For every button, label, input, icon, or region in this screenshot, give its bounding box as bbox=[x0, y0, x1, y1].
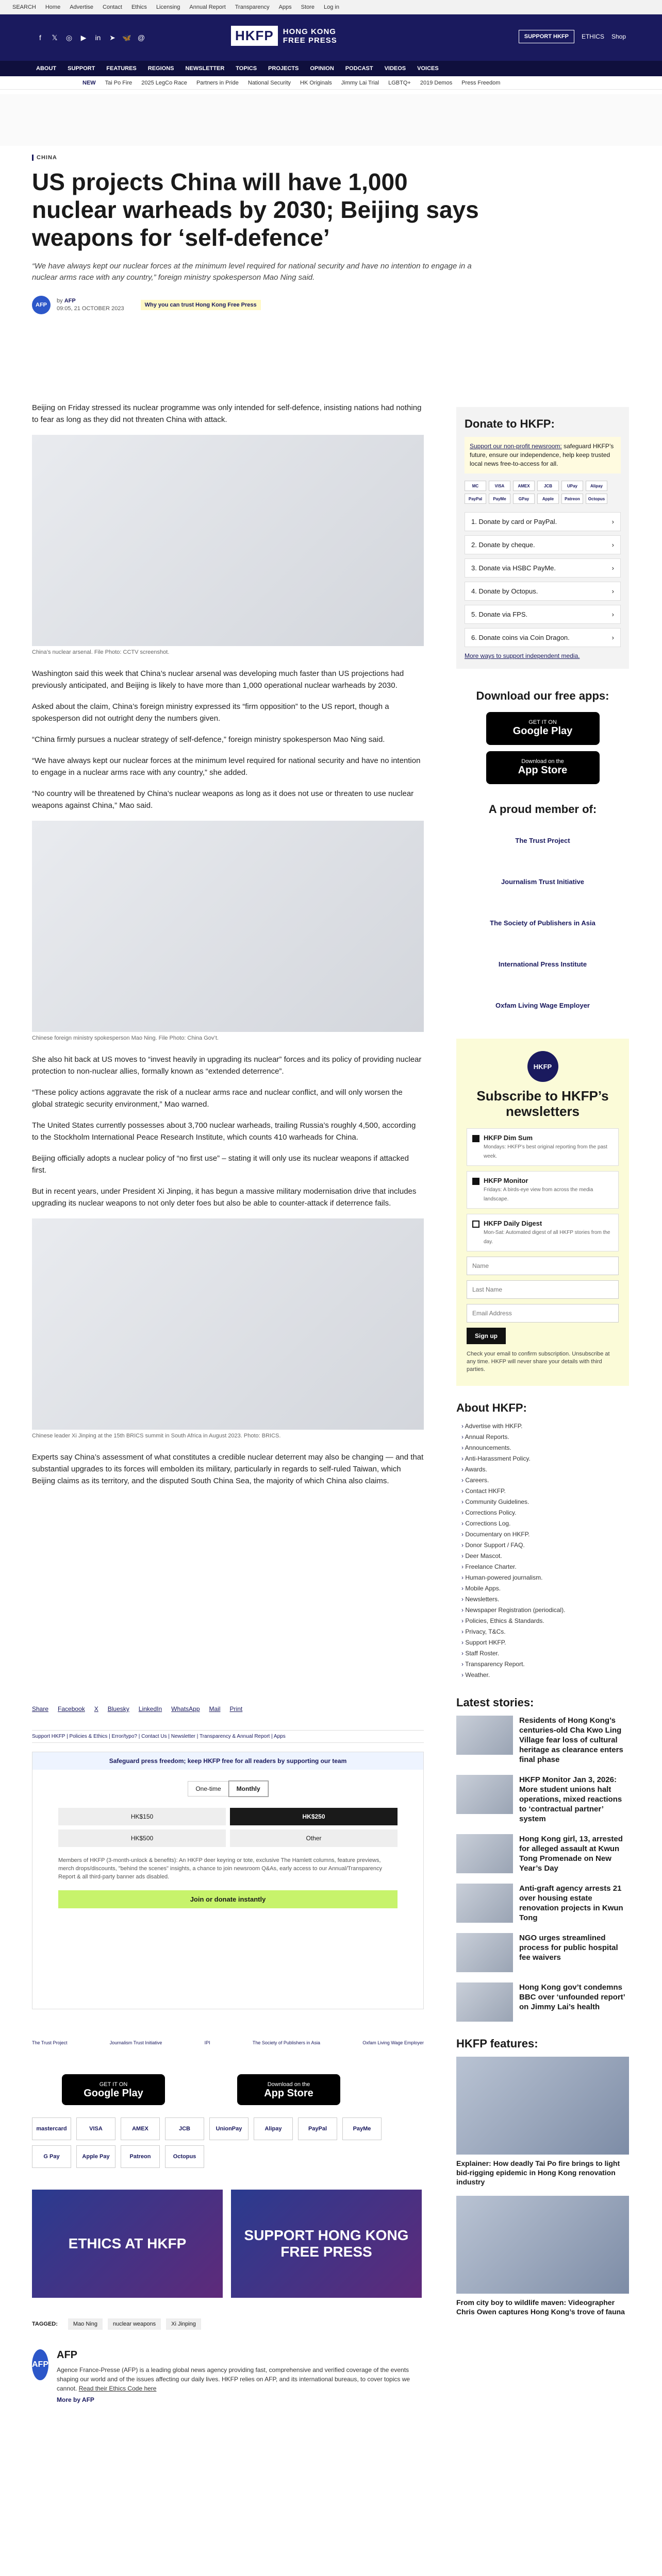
paragraph: Beijing officially adopts a nuclear policy of “no first use” – stating it will only use its nuclear weapons if attacked first. bbox=[32, 1154, 409, 1175]
paragraph: The United States currently possesses about 3,700 nuclear warheads, trailing Russia’s roughly 4,500, according to the Stockholm International Peace Research Institute, which counts 410 warheads for China. bbox=[32, 1121, 416, 1142]
monthly-option[interactable]: Monthly bbox=[229, 1781, 268, 1797]
about-link[interactable]: › Staff Roster. bbox=[461, 1648, 629, 1659]
email-input[interactable] bbox=[467, 1304, 619, 1323]
ethics-link[interactable]: ETHICS bbox=[581, 33, 604, 40]
logo-text: HONG KONG FREE PRESS bbox=[283, 27, 337, 45]
latest-story[interactable] bbox=[456, 1716, 629, 1765]
chevron-right-icon: › bbox=[611, 587, 614, 595]
about-link[interactable]: › Awards. bbox=[461, 1464, 629, 1475]
ethics-banner[interactable]: ETHICS AT HKFP bbox=[32, 2190, 223, 2298]
story-title[interactable]: Anti-graft agency arrests 21 over housing estate renovation projects in Kwun Tong bbox=[519, 1884, 623, 1922]
feature-image[interactable] bbox=[456, 2057, 629, 2155]
author-box-name[interactable]: AFP bbox=[57, 2349, 77, 2361]
logo-mark: HKFP bbox=[231, 26, 278, 46]
name-input[interactable] bbox=[467, 1257, 619, 1275]
paragraph: “These policy actions aggravate the risk of a nuclear arms race and nuclear conflict, and will only worsen the global strategic security environment,” Mao warned. bbox=[32, 1088, 403, 1109]
features-title: HKFP features: bbox=[456, 2037, 538, 2050]
about-link[interactable]: › Transparency Report. bbox=[461, 1659, 629, 1670]
card-logo: MC bbox=[465, 481, 486, 491]
newsletter-widget bbox=[456, 1039, 629, 1386]
card-logo: VISA bbox=[489, 481, 510, 491]
image-caption: Chinese foreign ministry spokesperson Mao Ning. File Photo: China Gov’t. bbox=[32, 1035, 219, 1041]
support-bar[interactable]: Safeguard press freedom; keep HKFP free for all readers by supporting our team bbox=[32, 1752, 423, 1770]
topbar-link[interactable]: Annual Report bbox=[189, 4, 226, 10]
donate-option[interactable] bbox=[465, 582, 621, 601]
topbar-link[interactable]: Log in bbox=[323, 4, 339, 10]
story-title[interactable]: HKFP Monitor Jan 3, 2026: More student unions halt operations, mixed reactions to ‘contractual partner’ system bbox=[519, 1775, 622, 1823]
author-bio: Agence France-Presse (AFP) is a leading global news agency providing fast, comprehensive and verified coverage of the events shaping our world and of the issues affecting our daily lives. HKFP relies on AFP, and its international bureaus, to cover topics we cannot. bbox=[57, 2366, 410, 2392]
share-link[interactable]: LinkedIn bbox=[138, 1705, 162, 1713]
amount-option[interactable]: HK$500 bbox=[58, 1829, 226, 1847]
apps-title: Download our free apps: bbox=[476, 689, 609, 702]
member-benefits: Members of HKFP (3-month-unlock & benefits): An HKFP deer keyring or tote, exclusive The Hamlett columns, feature previews, merch drops/discounts, "behind the scenes" insights, a chance to join newsroom Q&As, early access to our Annual/Transparency Report & all third-party banner ads disabled. bbox=[58, 1857, 383, 1880]
share-link[interactable]: Share bbox=[32, 1705, 49, 1713]
about-link[interactable]: › Corrections Log. bbox=[461, 1518, 629, 1529]
checkbox[interactable] bbox=[472, 1221, 479, 1228]
share-link[interactable]: Print bbox=[229, 1705, 243, 1713]
join-button[interactable]: Join or donate instantly bbox=[58, 1890, 398, 1908]
feature-image[interactable] bbox=[456, 2196, 629, 2294]
nav-item[interactable]: VIDEOS bbox=[384, 65, 406, 72]
member-of bbox=[456, 803, 629, 1023]
byline: AFP by AFP 09:05, 21 OCTOBER 2023 Why you can trust Hong Kong Free Press bbox=[32, 296, 630, 314]
nav-item[interactable]: OPINION bbox=[310, 65, 334, 72]
story-thumbnail[interactable] bbox=[456, 1884, 513, 1923]
shop-link[interactable]: Shop bbox=[611, 33, 626, 40]
chevron-right-icon: › bbox=[611, 564, 614, 572]
support-box bbox=[32, 1752, 424, 2009]
latest-story[interactable] bbox=[456, 1933, 629, 1972]
donate-option[interactable] bbox=[465, 628, 621, 647]
paragraph: Washington said this week that China’s nuclear arsenal was developing much faster than US projections had previously anticipated, and Beijing is likely to have more than 1,000 operational nuclear warheads by 2030. bbox=[32, 669, 404, 690]
paragraph: “We have always kept our nuclear forces at the minimum level required for national security and have no intention to engage in a nuclear arms race with any country,” she added. bbox=[32, 756, 421, 777]
story-thumbnail[interactable] bbox=[456, 1775, 513, 1814]
nav-item[interactable]: ABOUT bbox=[36, 65, 57, 72]
about-link[interactable]: › Human-powered journalism. bbox=[461, 1572, 629, 1583]
donate-option-label: 5. Donate via FPS. bbox=[471, 611, 528, 618]
latest-story[interactable] bbox=[456, 1834, 629, 1873]
about-link[interactable]: › Donor Support / FAQ. bbox=[461, 1540, 629, 1551]
app-store-badge[interactable]: Download on the App Store bbox=[237, 2074, 340, 2105]
latest-story[interactable] bbox=[456, 1884, 629, 1923]
more-ways-link[interactable]: More ways to support independent media. bbox=[465, 652, 580, 659]
trending-link[interactable]: HK Originals bbox=[300, 79, 332, 86]
newsletter-name: HKFP Daily Digest bbox=[484, 1219, 542, 1227]
trust-logo[interactable]: Journalism Trust Initiative bbox=[109, 2040, 162, 2045]
payment-logo: mastercard bbox=[32, 2117, 71, 2140]
chevron-right-icon: › bbox=[611, 518, 614, 526]
donate-option[interactable] bbox=[465, 535, 621, 554]
topbar-link[interactable]: Ethics bbox=[131, 4, 147, 10]
card-logo: GPay bbox=[513, 494, 535, 504]
donate-option-label: 3. Donate via HSBC PayMe. bbox=[471, 564, 556, 572]
paragraph: Beijing on Friday stressed its nuclear programme was only intended for self-defence, insisting nations had nothing to fear as long as they did not threaten China with attack. bbox=[32, 403, 422, 424]
amount-grid bbox=[32, 1808, 423, 1847]
article-subtitle: “We have always kept our nuclear forces at the minimum level required for national security and have no intention to engage in a nuclear arms race with any country,” foreign ministry spokesperson Mao Ning said. bbox=[32, 262, 472, 282]
latest-stories bbox=[456, 1696, 629, 2022]
member-logo[interactable]: The Trust Project bbox=[515, 836, 570, 844]
one-time-option[interactable]: One-time bbox=[188, 1781, 228, 1797]
latest-story[interactable] bbox=[456, 1775, 629, 1824]
author-link[interactable]: AFP bbox=[64, 298, 76, 304]
amount-option[interactable]: Other bbox=[230, 1829, 398, 1847]
card-logo: Patreon bbox=[561, 494, 583, 504]
about-link[interactable]: › Advertise with HKFP. bbox=[461, 1421, 629, 1432]
support-button[interactable]: SUPPORT HKFP bbox=[519, 30, 574, 43]
trending-link[interactable]: 2025 LegCo Race bbox=[141, 79, 187, 86]
about-link[interactable]: › Freelance Charter. bbox=[461, 1562, 629, 1572]
ethics-code-link[interactable]: Read their Ethics Code here bbox=[78, 2385, 157, 2392]
story-thumbnail[interactable] bbox=[456, 1716, 513, 1755]
share-links bbox=[32, 1705, 242, 1713]
member-logo[interactable]: International Press Institute bbox=[498, 960, 587, 968]
trust-logos bbox=[32, 2040, 424, 2045]
newsletter-option[interactable] bbox=[467, 1171, 619, 1209]
donate-pitch: Support our non-profit newsroom: safeguard HKFP’s future, ensure our independence, help keep trusted local news free-to-access for all. bbox=[465, 437, 621, 473]
about-link[interactable]: › Contact HKFP. bbox=[461, 1486, 629, 1497]
social-links bbox=[36, 33, 145, 42]
donate-option-label: 2. Donate by cheque. bbox=[471, 541, 535, 549]
trust-logo[interactable]: IPI bbox=[204, 2040, 210, 2045]
trending-link[interactable]: 2019 Demos bbox=[420, 79, 453, 86]
card-logo: UPay bbox=[561, 481, 583, 491]
top-utility-bar bbox=[0, 0, 662, 14]
card-logo: Apple bbox=[537, 494, 559, 504]
payment-logo: JCB bbox=[165, 2117, 204, 2140]
newsletter-option[interactable] bbox=[467, 1128, 619, 1166]
site-logo[interactable] bbox=[231, 26, 337, 46]
card-logo: AMEX bbox=[513, 481, 535, 491]
newsletter-name: HKFP Dim Sum bbox=[484, 1134, 533, 1142]
paragraph: “China firmly pursues a nuclear strategy of self-defence,” foreign ministry spokesperson Mao Ning said. bbox=[32, 735, 385, 744]
donate-option-label: 4. Donate by Octopus. bbox=[471, 587, 538, 595]
paragraph: Experts say China’s assessment of what constitutes a credible nuclear deterrent may also be changing — and that substantial upgrades to its forces will embolden its military, particularly in regards to self-ruled Taiwan, which Beijing claims as its territory, and the disputed South China Sea, the majority of which China also claims. bbox=[32, 1453, 424, 1485]
about-link[interactable]: › Corrections Policy. bbox=[461, 1507, 629, 1518]
x-icon[interactable]: 𝕏 bbox=[52, 33, 58, 42]
latest-title: Latest stories: bbox=[456, 1696, 534, 1709]
share-link[interactable]: Bluesky bbox=[107, 1705, 129, 1713]
article-header bbox=[32, 155, 630, 314]
story-title[interactable]: Residents of Hong Kong’s centuries-old Cha Kwo Ling Village fear loss of cultural heritage as clearance enters final phase bbox=[519, 1716, 623, 1764]
article-image bbox=[32, 821, 424, 1032]
sidebar-apps bbox=[456, 689, 629, 787]
nav-item[interactable]: TOPICS bbox=[236, 65, 257, 72]
about-link[interactable]: › Privacy, T&Cs. bbox=[461, 1626, 629, 1637]
newsletter-desc: Mondays: HKFP’s best original reporting from the past week. bbox=[484, 1144, 607, 1159]
telegram-icon[interactable]: ➤ bbox=[109, 33, 115, 42]
share-link[interactable]: Facebook bbox=[58, 1705, 85, 1713]
about-link[interactable]: › Newspaper Registration (periodical). bbox=[461, 1605, 629, 1616]
trending-link[interactable]: LGBTQ+ bbox=[388, 79, 411, 86]
member-logo[interactable]: Oxfam Living Wage Employer bbox=[495, 1001, 590, 1009]
more-by-author-link[interactable]: More by AFP bbox=[57, 2396, 94, 2403]
footer-links[interactable]: Support HKFP | Policies & Ethics | Error/typo? | Contact Us | Newsletter | Transparency & Annual Report | Apps bbox=[32, 1730, 424, 1743]
donate-widget bbox=[456, 407, 629, 669]
card-logo: Alipay bbox=[586, 481, 607, 491]
nav-item[interactable]: SUPPORT bbox=[68, 65, 95, 72]
payment-logo: Apple Pay bbox=[76, 2145, 115, 2168]
checkbox[interactable] bbox=[472, 1178, 479, 1185]
donation-frequency-toggle bbox=[32, 1781, 423, 1797]
payment-logo: PayMe bbox=[342, 2117, 382, 2140]
signup-button[interactable]: Sign up bbox=[467, 1328, 506, 1344]
share-link[interactable]: WhatsApp bbox=[171, 1705, 200, 1713]
about-link[interactable]: › Newsletters. bbox=[461, 1594, 629, 1605]
article-title: US projects China will have 1,000 nuclear warheads by 2030; Beijing says weapons for ‘self-defence’ bbox=[32, 168, 479, 251]
facebook-icon[interactable]: f bbox=[39, 33, 41, 42]
feature-title[interactable]: From city boy to wildlife maven: Videographer Chris Owen captures Hong Kong’s trove of fauna bbox=[456, 2298, 625, 2316]
latest-story[interactable] bbox=[456, 1982, 629, 2022]
tag-list bbox=[32, 2318, 201, 2330]
tag[interactable]: nuclear weapons bbox=[108, 2318, 161, 2330]
newsletter-logo: HKFP bbox=[527, 1051, 558, 1082]
topbar-link[interactable]: Apps bbox=[278, 4, 292, 10]
topbar-link[interactable]: Transparency bbox=[235, 4, 270, 10]
story-thumbnail[interactable] bbox=[456, 1933, 513, 1972]
main-nav bbox=[0, 61, 662, 76]
nav-item[interactable]: PROJECTS bbox=[268, 65, 299, 72]
author-avatar[interactable]: AFP bbox=[32, 296, 51, 314]
promo-banners bbox=[32, 2190, 422, 2298]
about-link[interactable]: › Support HKFP. bbox=[461, 1637, 629, 1648]
paragraph: She also hit back at US moves to “invest heavily in upgrading its nuclear” forces and its policy of providing nuclear protection to non-nuclear allies, formally known as “extended deterrence”. bbox=[32, 1055, 422, 1076]
newsletter-title: Subscribe to HKFP’s newsletters bbox=[476, 1088, 609, 1119]
site-header bbox=[0, 14, 662, 61]
share-link[interactable]: Mail bbox=[209, 1705, 221, 1713]
trending-link[interactable]: Tai Po Fire bbox=[105, 79, 133, 86]
features-widget bbox=[456, 2037, 629, 2316]
card-logo: Octopus bbox=[586, 494, 607, 504]
payment-logos bbox=[32, 2117, 424, 2168]
tag[interactable]: Xi Jinping bbox=[166, 2318, 201, 2330]
donate-option[interactable] bbox=[465, 512, 621, 531]
newsletter-note: Check your email to confirm subscription. Unsubscribe at any time. HKFP will never share your details with third parties. bbox=[467, 1351, 610, 1372]
trending-link[interactable]: Press Freedom bbox=[461, 79, 501, 86]
story-thumbnail[interactable] bbox=[456, 1834, 513, 1873]
paragraph: “No country will be threatened by China’s nuclear weapons as long as it does not use or threaten to use nuclear weapons against China,” Mao said. bbox=[32, 789, 414, 810]
story-title[interactable]: NGO urges streamlined process for public hospital fee waivers bbox=[519, 1934, 618, 1962]
nav-item[interactable]: FEATURES bbox=[106, 65, 137, 72]
card-logo: PayPal bbox=[465, 494, 486, 504]
support-banner[interactable]: SUPPORT HONG KONG FREE PRESS bbox=[231, 2190, 422, 2298]
author-box bbox=[32, 2349, 424, 2403]
payment-logo: AMEX bbox=[121, 2117, 160, 2140]
chevron-right-icon: › bbox=[611, 611, 614, 618]
instagram-icon[interactable]: ◎ bbox=[65, 33, 73, 42]
about-link[interactable]: › Documentary on HKFP. bbox=[461, 1529, 629, 1540]
trending-new-label: NEW bbox=[82, 79, 96, 86]
tag[interactable]: Mao Ning bbox=[68, 2318, 103, 2330]
feature-title[interactable]: Explainer: How deadly Tai Po fire brings to light bid-rigging epidemic in Hong Kong renovation industry bbox=[456, 2159, 620, 2186]
trending-bar bbox=[0, 76, 662, 90]
chevron-right-icon: › bbox=[611, 541, 614, 549]
trust-logo[interactable]: The Society of Publishers in Asia bbox=[252, 2040, 320, 2045]
checkbox[interactable] bbox=[472, 1135, 479, 1142]
payment-logo: VISA bbox=[76, 2117, 115, 2140]
donate-card-logos bbox=[465, 481, 621, 504]
about-link[interactable]: › Weather. bbox=[461, 1670, 629, 1681]
payment-logo: Octopus bbox=[165, 2145, 204, 2168]
card-logo: JCB bbox=[537, 481, 559, 491]
share-link[interactable]: X bbox=[94, 1705, 98, 1713]
app-store-badge[interactable]: Download on the App Store bbox=[486, 751, 600, 784]
trending-link[interactable]: National Security bbox=[247, 79, 291, 86]
about-link[interactable]: › Anti-Harassment Policy. bbox=[461, 1453, 629, 1464]
ad-slot bbox=[0, 94, 662, 146]
last-name-input[interactable] bbox=[467, 1280, 619, 1299]
amount-option[interactable]: HK$150 bbox=[58, 1808, 226, 1825]
sidebar bbox=[456, 407, 629, 2326]
google-play-badge[interactable]: GET IT ON Google Play bbox=[62, 2074, 165, 2105]
donate-option[interactable] bbox=[465, 558, 621, 578]
google-play-badge[interactable]: GET IT ON Google Play bbox=[486, 712, 600, 745]
member-title: A proud member of: bbox=[488, 803, 597, 816]
nav-item[interactable]: NEWSLETTER bbox=[185, 65, 225, 72]
topbar-link[interactable]: Contact bbox=[103, 4, 122, 10]
article-category[interactable]: CHINA bbox=[32, 155, 630, 161]
nav-item[interactable]: PODCAST bbox=[345, 65, 373, 72]
article-image bbox=[32, 1218, 424, 1430]
newsletter-name: HKFP Monitor bbox=[484, 1177, 528, 1184]
trust-logo[interactable]: Oxfam Living Wage Employer bbox=[362, 2040, 424, 2045]
payment-logo: UnionPay bbox=[209, 2117, 249, 2140]
paragraph: Asked about the claim, China’s foreign ministry expressed its “firm opposition” to the US report, though a spokesperson did not outright deny the numbers given. bbox=[32, 702, 389, 723]
newsletter-option[interactable] bbox=[467, 1214, 619, 1251]
trust-link[interactable]: Why you can trust Hong Kong Free Press bbox=[141, 300, 261, 310]
topbar-link[interactable]: Advertise bbox=[70, 4, 94, 10]
publish-date: 09:05, 21 OCTOBER 2023 bbox=[57, 306, 124, 312]
about-link[interactable]: › Annual Reports. bbox=[461, 1432, 629, 1443]
article-image bbox=[32, 435, 424, 646]
tags-label: TAGGED: bbox=[32, 2321, 58, 2327]
card-logo: PayMe bbox=[489, 494, 510, 504]
about-link[interactable]: › Policies, Ethics & Standards. bbox=[461, 1616, 629, 1626]
threads-icon[interactable]: @ bbox=[137, 33, 145, 42]
about-link[interactable]: › Community Guidelines. bbox=[461, 1497, 629, 1507]
nav-item[interactable]: REGIONS bbox=[147, 65, 174, 72]
donate-option-label: 6. Donate coins via Coin Dragon. bbox=[471, 634, 570, 641]
story-title[interactable]: Hong Kong gov’t condemns BBC over ‘unfounded report’ on Jimmy Lai’s health bbox=[519, 1983, 625, 2011]
topbar-link[interactable]: Licensing bbox=[156, 4, 180, 10]
image-caption: Chinese leader Xi Jinping at the 15th BRICS summit in South Africa in August 2023. Photo: BRICS. bbox=[32, 1433, 281, 1439]
story-thumbnail[interactable] bbox=[456, 1982, 513, 2022]
amount-option[interactable]: HK$250 bbox=[230, 1808, 398, 1825]
bluesky-icon[interactable]: 🦋 bbox=[122, 33, 131, 42]
trust-logo[interactable]: The Trust Project bbox=[32, 2040, 68, 2045]
author-box-avatar[interactable]: AFP bbox=[32, 2349, 48, 2380]
article-body bbox=[32, 402, 424, 1496]
topbar-link[interactable]: Store bbox=[301, 4, 315, 10]
payment-logo: Patreon bbox=[121, 2145, 160, 2168]
donate-option[interactable] bbox=[465, 605, 621, 624]
youtube-icon[interactable]: ▶ bbox=[80, 33, 87, 42]
member-logo[interactable]: The Society of Publishers in Asia bbox=[490, 919, 595, 927]
donate-title: Donate to HKFP: bbox=[465, 417, 555, 430]
trending-link[interactable]: Partners in Pride bbox=[196, 79, 239, 86]
about-link[interactable]: › Mobile Apps. bbox=[461, 1583, 629, 1594]
linkedin-icon[interactable]: in bbox=[95, 33, 101, 42]
donate-option-label: 1. Donate by card or PayPal. bbox=[471, 518, 557, 526]
topbar-link[interactable]: Home bbox=[45, 4, 61, 10]
about-widget bbox=[456, 1401, 629, 1681]
about-link[interactable]: › Deer Mascot. bbox=[461, 1551, 629, 1562]
topbar-link[interactable]: SEARCH bbox=[12, 4, 36, 10]
payment-logo: PayPal bbox=[298, 2117, 337, 2140]
newsletter-desc: Mon-Sat: Automated digest of all HKFP stories from the day. bbox=[484, 1230, 610, 1245]
newsletter-desc: Fridays: A birds-eye view from across the media landscape. bbox=[484, 1187, 593, 1202]
story-title[interactable]: Hong Kong girl, 13, arrested for alleged assault at Kwun Tong Promenade on New Year’s Day bbox=[519, 1835, 623, 1873]
about-title: About HKFP: bbox=[456, 1401, 527, 1414]
nav-item[interactable]: VOICES bbox=[417, 65, 439, 72]
chevron-right-icon: › bbox=[611, 634, 614, 641]
paragraph: But in recent years, under President Xi Jinping, it has begun a massive military modernisation drive that includes upgrading its nuclear weapons to not only deter foes but also be able to counter-attack if deterrence fails. bbox=[32, 1187, 417, 1208]
member-logo[interactable]: Journalism Trust Initiative bbox=[501, 877, 585, 886]
payment-logo: G Pay bbox=[32, 2145, 71, 2168]
app-store-badges bbox=[62, 2071, 340, 2108]
trending-link[interactable]: Jimmy Lai Trial bbox=[341, 79, 379, 86]
about-link[interactable]: › Careers. bbox=[461, 1475, 629, 1486]
image-caption: China’s nuclear arsenal. File Photo: CCTV screenshot. bbox=[32, 649, 170, 655]
about-link[interactable]: › Announcements. bbox=[461, 1443, 629, 1453]
payment-logo: Alipay bbox=[254, 2117, 293, 2140]
